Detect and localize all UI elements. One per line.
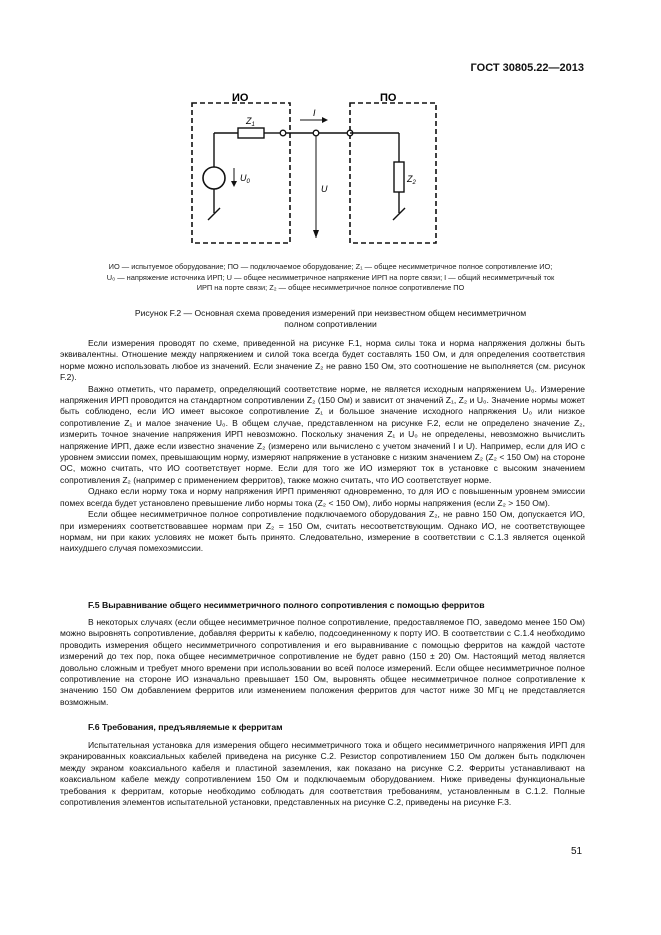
- figure-legend: [58, 262, 603, 294]
- port-node-left: [280, 130, 286, 136]
- z2-label: $Z_2$: [407, 174, 416, 186]
- current-label: I: [313, 108, 316, 118]
- z2-resistor: [394, 162, 404, 192]
- paragraph: Если измерения проводят по схеме, приведенной на рисунке F.1, норма силы тока и норма напряжения должны быть эквивалентны. Отношение между напряжением и силой тока всегда будет составлять 150 Ом, и для определения соответствия норме можно использовать любое из значений. Если значение Z₂ не равно 150 Ом, это соотношение не выполняется (см. рисунок F.2).: [60, 338, 585, 383]
- paragraph: В некоторых случаях (если общее несимметричное полное сопротивление, предоставляемое ПО, заведомо менее 150 Ом) можно выровнять сопротивление, добавляя ферриты к кабелю, подсоединенному к порту ИО. В соответствии с С.1.4 необходимо проводить измерения общего несимметричного сопротивления и его выравнивание с помощью ферритов на каждой частоте измерений до тех пор, пока общее несимметричное сопротивление не будет равно (150 ± 20) Ом. Настоящий метод является довольно сложным и требует много времени при использовании во всей полосе измерений. Если общее несимметричное полное сопротивление на стороне ИО изначально превышает 150 Ом, выровнять общее несимметричное полное сопротивление к значению 150 Ом добавлением ферритов или изменением положения ферритов для частот ниже 30 МГц не представляется возможным.: [60, 617, 585, 707]
- document-id: ГОСТ 30805.22—2013: [470, 62, 584, 74]
- paragraph: Если общее несимметричное полное сопротивление подключаемого оборудования Z₂, не равно 150 Ом, допускается ИО, при измерениях соответствовавшее нормам при Z₂ = 150 Ом, считать несоответствующим. Однако ИО, не соответствующее нормам, ни при каких условиях не может быть принято. Следовательно, измерение в соответствии с С.1.3 является оценкой наихудшего случая помехоэмиссии.: [60, 509, 585, 554]
- z1-resistor: [238, 128, 264, 138]
- ae-box: [350, 103, 436, 243]
- legend-line: ИРП на порте связи; Z₂ — общее несимметричное полное сопротивление ПО: [196, 283, 465, 292]
- section-heading-f6: F.6 Требования, предъявляемые к ферритам: [88, 722, 283, 732]
- circuit-diagram: [150, 88, 450, 248]
- paragraph: Однако если норму тока и норму напряжения ИРП применяют одновременно, то для ИО с повышенным уровнем эмиссии помех всегда будет установлено превышение либо нормы тока (Z₂ < 150 Ом), либо нормы напряжения (если Z₂ > 150 Ом).: [60, 486, 585, 508]
- dut-box-label: ИО: [232, 92, 249, 104]
- body-text-block-2: [60, 617, 585, 708]
- body-text-block-3: [60, 740, 585, 808]
- paragraph: Испытательная установка для измерения общего несимметричного тока и общего несимметричного напряжения ИРП для экранированных коаксиальных кабелей приведена на рисунке С.2. Резистор сопротивлением 150 Ом должен быть подключен между экраном коаксиального кабеля и пластиной заземления, как показано на рисунке С.2. Ферриты устанавливают на коаксиальном кабеле между сопротивлением 150 Ом и подключаемым оборудованием. Ниже приведены функциональные требования к ферритам, которые необходимо соблюдать для соответствия требованиям, установленным в С.1.2. Полные сопротивления элементов испытательной установки, представленных на рисунке С.2, приведены на рисунке F.3.: [60, 740, 585, 808]
- voltage-label: U: [321, 184, 328, 194]
- z1-label: $Z_1$: [246, 116, 255, 128]
- voltage-source: [203, 167, 225, 189]
- figure-title: Рисунок F.2 — Основная схема проведения измерений при неизвестном общем несимметричном полном сопротивлении: [134, 308, 527, 329]
- body-text-block-1: [60, 338, 585, 555]
- legend-line: ИО — испытуемое оборудование; ПО — подключаемое оборудование; Z₁ — общее несимметричное полное сопротивление ИО;: [108, 262, 553, 271]
- legend-line: U₀ — напряжение источника ИРП; U — общее несимметричное напряжение ИРП на порте связи; I — общий несимметричный ток: [106, 272, 555, 282]
- page-number: 51: [571, 846, 583, 857]
- section-heading-f5: F.5 Выравнивание общего несимметричного полного сопротивления с помощью ферритов: [88, 600, 485, 610]
- port-node-mid: [313, 130, 319, 136]
- ae-box-label: ПО: [380, 92, 397, 104]
- u0-label: $U_0$: [240, 173, 250, 185]
- paragraph: Важно отметить, что параметр, определяющий соответствие норме, не является исходным напряжением U₀. Измерение напряжения ИРП проводится на стандартном сопротивлении Z₂ (150 Ом) и зависит от значений Z₁, Z₂ и U₀. Значение нормы может быть соблюдено, если ИО имеет высокое сопротивление Z₁ и большое значение исходного напряжения U₀ или низкое сопротивление Z₁ и малое значение U₀. В общем случае, представленном на рисунке F.2, если не определено значение Z₂, измерить точное значение напряжения ИРП невозможно. Поскольку значения Z₁ и U₀ не определены, невозможно вычислить напряжение ИРП, даже если известно значение Z₂ (измерено или вычислено с учетом значений I и U). Например, если для ИО с уровнем эмиссии помех, превышающим норму, измеряют напряжение в установке с низким значением Z₂ (Z₂ < 150 Ом) на стороне ОС, можно считать, что ИО соответствует норме. Если для того же ИО измеряют ток в установке с высоким значением сопротивления Z₂ (например с применением ферритов), также можно считать, что ИО соответствует норме.: [60, 383, 585, 485]
